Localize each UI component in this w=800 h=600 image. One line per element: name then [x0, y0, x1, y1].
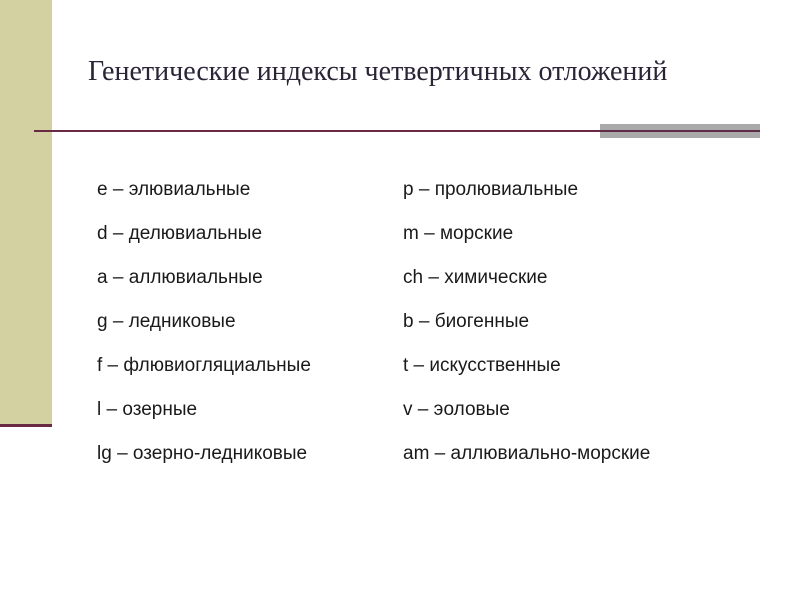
index-entry-ch: ch – химические	[403, 267, 548, 288]
index-entry-g: g – ледниковые	[97, 311, 236, 332]
right-index-column	[403, 176, 793, 484]
left-index-column	[97, 176, 387, 484]
divider-accent-line	[600, 130, 760, 132]
index-entry-m: m – морские	[403, 223, 514, 244]
index-entry-t: t – искусственные	[403, 355, 561, 376]
index-entry-v: v – эоловые	[403, 399, 510, 420]
accent-side-bar	[0, 0, 52, 424]
index-entry-a: a – аллювиальные	[97, 267, 263, 288]
accent-side-bar-base	[0, 424, 52, 427]
index-entry-p: p – пролювиальные	[403, 179, 579, 200]
index-entry-l: l – озерные	[97, 399, 198, 420]
index-entry-b: b – биогенные	[403, 311, 530, 332]
index-entry-lg: lg – озерно-ледниковые	[97, 443, 308, 464]
index-entry-am: am – аллювиально-морские	[403, 443, 651, 464]
index-entry-f: f – флювиогляциальные	[97, 355, 311, 376]
slide-title: Генетические индексы четвертичных отложений	[88, 56, 668, 87]
index-entry-e: e – элювиальные	[97, 179, 251, 200]
index-entry-d: d – делювиальные	[97, 223, 263, 244]
